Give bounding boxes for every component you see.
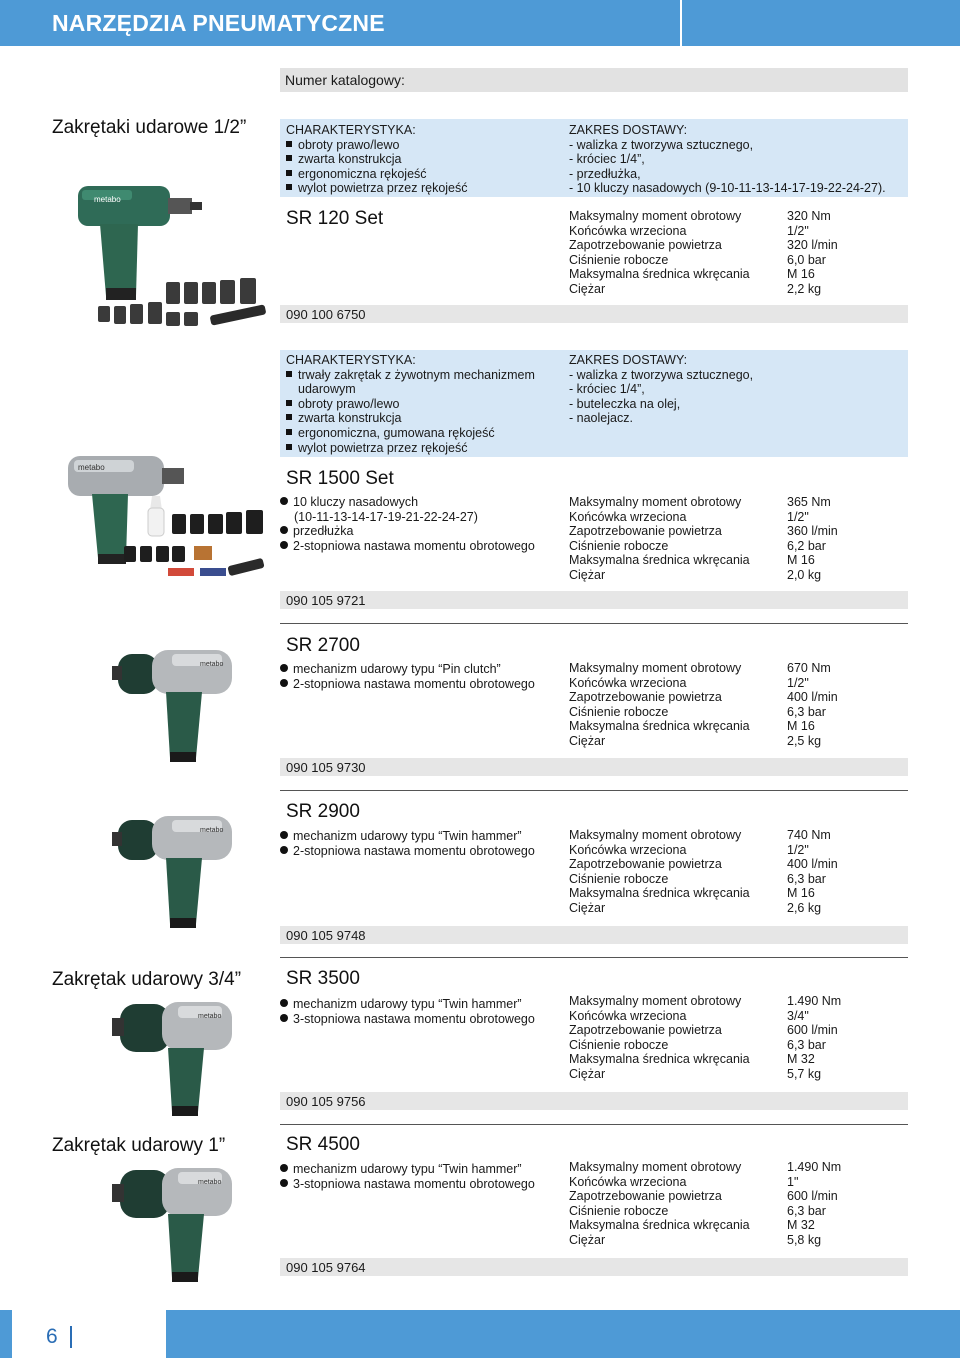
section-title-1-2: Zakrętaki udarowe 1/2” [52,117,247,138]
feature-item: 3-stopniowa nastawa momentu obrotowego [280,1177,535,1192]
list-item: ergonomiczna, gumowana rękojeść [286,426,535,441]
list-item: wylot powietrza przez rękojeść [286,181,468,196]
sr4500-image [112,1160,242,1286]
feature-item: 3-stopniowa nastawa momentu obrotowego [280,1012,535,1027]
svg-text:metabo: metabo [200,827,224,834]
list-item: - 10 kluczy nasadowych (9-10-11-13-14-17-19-22-24-27). [569,181,886,196]
feature-item-cont: (10-11-13-14-17-19-21-22-24-27) [294,509,478,524]
footer-bar-left [0,1310,12,1358]
sr120-set-image [70,178,270,336]
p5-catalog-bar [280,1092,908,1110]
catalog-label: Numer katalogowy: [285,72,405,88]
svg-text:metabo: metabo [78,463,105,472]
list-item: wylot powietrza przez rękojeść [286,441,535,456]
p3-catalog-bar [280,758,908,776]
svg-text:metabo: metabo [94,195,121,204]
p1-catalog-bar [280,305,908,323]
footer-bar-right [166,1310,960,1358]
list-item: - walizka z tworzywa sztucznego, [569,367,754,382]
p4-specs: Maksymalny moment obrotowy 740 Nm Końcówka wrzeciona 1/2" Zapotrzebowanie powietrza 400 l/min Ciśnienie robocze 6,3 bar Maksymalna średnica wkręcania M 16 Ciężar 2,6 kg [569,828,838,915]
p2-scope-title: ZAKRES DOSTAWY: [569,353,688,367]
list-item: trwały zakrętak z żywotnym mechanizmem [286,368,535,383]
p1-scope-list [569,138,886,196]
list-item: - buteleczka na olej, [569,396,681,411]
p4-model: SR 2900 [286,801,360,822]
feature-item: przedłużka [280,524,535,539]
p2-model: SR 1500 Set [286,468,394,489]
p6-features [280,1162,535,1191]
svg-text:metabo: metabo [200,661,224,668]
feature-item: 2-stopniowa nastawa momentu obrotowego [280,844,535,859]
list-item: - króciec 1/4”, [569,152,645,167]
p3-model: SR 2700 [286,635,360,656]
feature-item: 2-stopniowa nastawa momentu obrotowego [280,539,535,554]
p2-catalog-number: 090 105 9721 [286,593,366,608]
p1-char-list [286,138,468,196]
list-item: - przedłużka, [569,166,641,181]
p2-specs: Maksymalny moment obrotowy 365 Nm Końcówka wrzeciona 1/2" Zapotrzebowanie powietrza 360 l/min Ciśnienie robocze 6,2 bar Maksymalna średnica wkręcania M 16 Ciężar 2,0 kg [569,495,838,582]
p4-catalog-bar [280,926,908,944]
p5-features [280,997,535,1026]
feature-item: mechanizm udarowy typu “Twin hammer” [280,1162,535,1177]
p6-specs: Maksymalny moment obrotowy 1.490 Nm Końcówka wrzeciona 1" Zapotrzebowanie powietrza 600 l/min Ciśnienie robocze 6,3 bar Maksymalna średnica wkręcania M 32 Ciężar 5,8 kg [569,1160,842,1247]
p6-model: SR 4500 [286,1134,360,1155]
sr3500-image [112,994,242,1120]
list-item: - króciec 1/4”, [569,382,645,397]
divider [280,957,908,958]
section-title-3-4: Zakrętak udarowy 3/4” [52,969,242,990]
svg-text:metabo: metabo [198,1013,222,1020]
p4-features [280,829,535,858]
p5-specs: Maksymalny moment obrotowy 1.490 Nm Końcówka wrzeciona 3/4" Zapotrzebowanie powietrza 600 l/min Ciśnienie robocze 6,3 bar Maksymalna średnica wkręcania M 32 Ciężar 5,7 kg [569,994,842,1081]
p4-catalog-number: 090 105 9748 [286,928,366,943]
footer-page-box [14,1312,164,1358]
divider [280,1124,908,1125]
p5-model: SR 3500 [286,968,360,989]
list-item: - walizka z tworzywa sztucznego, [569,137,754,152]
page-number-separator [70,1326,72,1348]
p3-catalog-number: 090 105 9730 [286,760,366,775]
feature-item: mechanizm udarowy typu “Twin hammer” [280,997,535,1012]
p6-catalog-number: 090 105 9764 [286,1260,366,1275]
page-number: 6 [46,1325,58,1348]
p2-catalog-bar [280,591,908,609]
p2-scope-list [569,368,753,426]
list-item: obroty prawo/lewo [286,397,535,412]
feature-item: 10 kluczy nasadowych [280,495,535,510]
section-title-1: Zakrętak udarowy 1” [52,1135,226,1156]
feature-item: mechanizm udarowy typu “Twin hammer” [280,829,535,844]
p2-char-title: CHARAKTERYSTYKA: [286,353,416,367]
list-item: zwarta konstrukcja [286,411,535,426]
p1-char-title: CHARAKTERYSTYKA: [286,123,416,137]
p6-catalog-bar [280,1258,908,1276]
p3-features [280,662,535,691]
list-item: ergonomiczna rękojeść [286,167,468,182]
divider [280,623,908,624]
p1-catalog-number: 090 100 6750 [286,307,366,322]
list-item-cont: udarowym [298,382,356,397]
divider [280,790,908,791]
p1-model: SR 120 Set [286,208,384,229]
p2-features [280,495,535,553]
p1-scope-title: ZAKRES DOSTAWY: [569,123,688,137]
list-item: - naolejacz. [569,411,633,426]
svg-text:metabo: metabo [198,1179,222,1186]
header-bar-right [682,0,960,46]
page-title: NARZĘDZIA PNEUMATYCZNE [52,10,385,36]
p3-specs: Maksymalny moment obrotowy 670 Nm Końcówka wrzeciona 1/2" Zapotrzebowanie powietrza 400 l/min Ciśnienie robocze 6,3 bar Maksymalna średnica wkręcania M 16 Ciężar 2,5 kg [569,661,838,748]
p1-specs: Maksymalny moment obrotowy 320 Nm Końcówka wrzeciona 1/2" Zapotrzebowanie powietrza 320 l/min Ciśnienie robocze 6,0 bar Maksymalna średnica wkręcania M 16 Ciężar 2,2 kg [569,209,838,296]
feature-item: mechanizm udarowy typu “Pin clutch” [280,662,535,677]
sr2700-image [112,640,242,766]
p5-catalog-number: 090 105 9756 [286,1094,366,1109]
sr2900-image [112,806,242,932]
list-item: obroty prawo/lewo [286,138,468,153]
feature-item: 2-stopniowa nastawa momentu obrotowego [280,677,535,692]
list-item: zwarta konstrukcja [286,152,468,167]
sr1500-set-image [64,450,270,592]
p2-char-list [286,368,535,456]
